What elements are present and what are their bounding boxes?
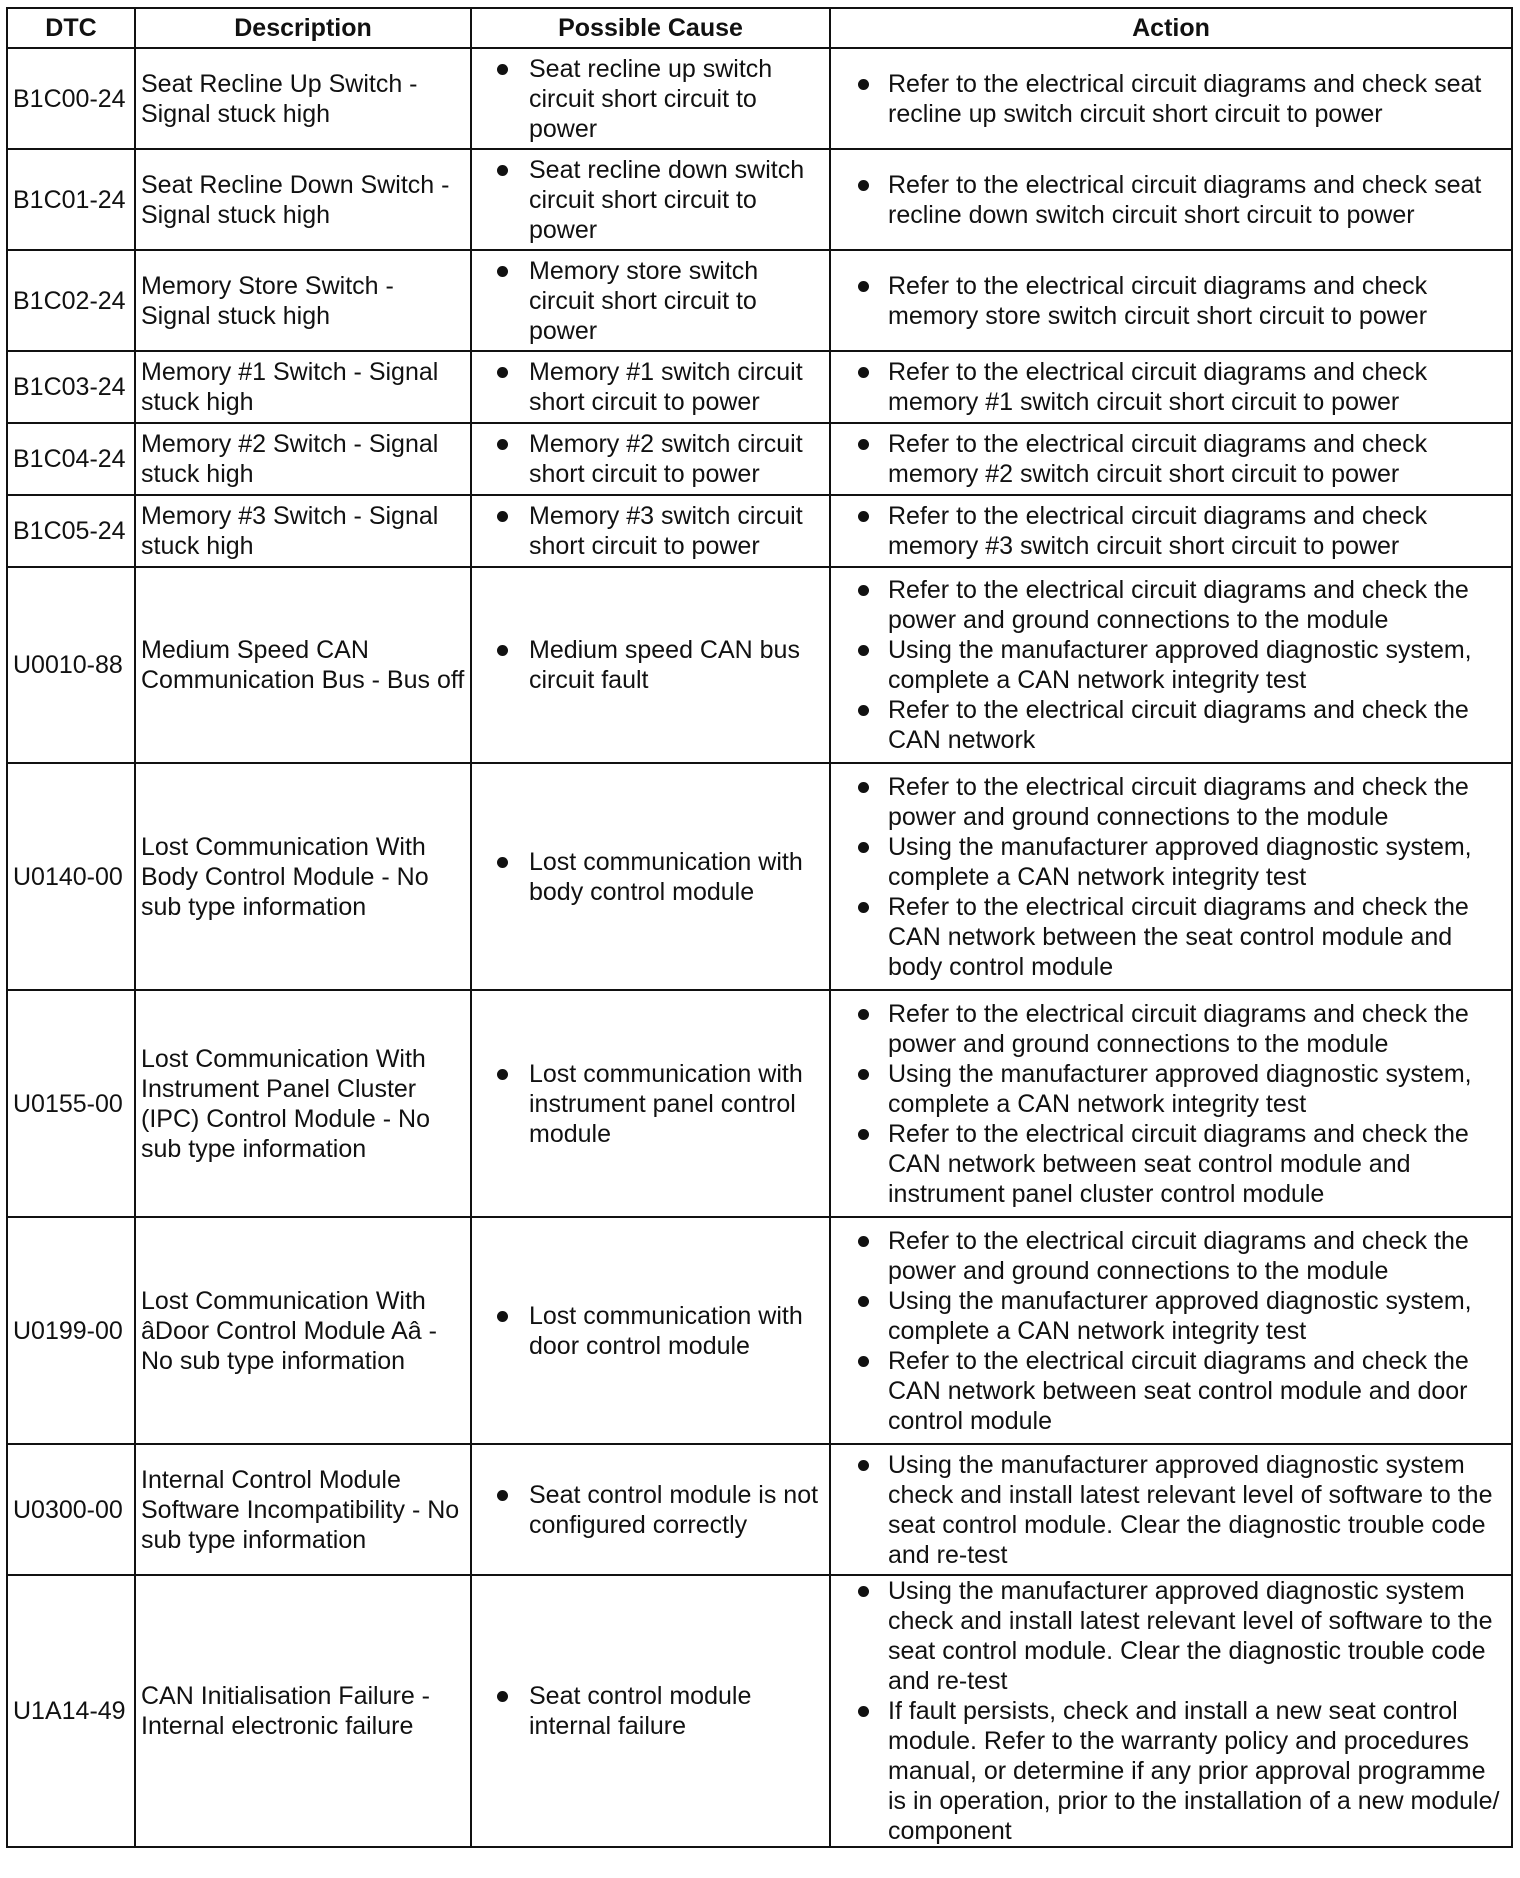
dtc-description: Memory #1 Switch - Signal stuck high [135, 351, 471, 423]
possible-cause-list [477, 1681, 824, 1741]
possible-cause-cell [471, 149, 830, 250]
action-item: Using the manufacturer approved diagnostic system, complete a CAN network integrity test [836, 1059, 1506, 1119]
possible-cause-list [477, 1059, 824, 1149]
possible-cause-item: Seat control module is not configured correctly [477, 1480, 824, 1540]
action-list [836, 575, 1506, 755]
dtc-description: Medium Speed CAN Communication Bus - Bus off [135, 567, 471, 763]
possible-cause-list [477, 501, 824, 561]
action-cell [830, 48, 1512, 149]
header-dtc: DTC [7, 8, 135, 48]
possible-cause-cell [471, 48, 830, 149]
table-row [7, 351, 1512, 423]
possible-cause-list [477, 155, 824, 245]
header-action: Action [830, 8, 1512, 48]
action-item: Refer to the electrical circuit diagrams and check memory store switch circuit short circuit to power [836, 271, 1506, 331]
dtc-code: U0199-00 [7, 1217, 135, 1444]
possible-cause-list [477, 256, 824, 346]
action-item: Refer to the electrical circuit diagrams and check memory #3 switch circuit short circuit to power [836, 501, 1506, 561]
action-list [836, 429, 1506, 489]
action-cell [830, 250, 1512, 351]
action-cell [830, 990, 1512, 1217]
possible-cause-cell [471, 250, 830, 351]
dtc-description: Lost Communication With âDoor Control Module Aâ - No sub type information [135, 1217, 471, 1444]
action-list [836, 772, 1506, 982]
table-row [7, 990, 1512, 1217]
possible-cause-item: Lost communication with instrument panel control module [477, 1059, 824, 1149]
action-item: Refer to the electrical circuit diagrams and check seat recline up switch circuit short circuit to power [836, 69, 1506, 129]
action-item: Using the manufacturer approved diagnostic system, complete a CAN network integrity test [836, 832, 1506, 892]
dtc-code: B1C01-24 [7, 149, 135, 250]
possible-cause-list [477, 1301, 824, 1361]
action-list [836, 271, 1506, 331]
action-item: Using the manufacturer approved diagnostic system check and install latest relevant level of software to the seat control module. Clear the diagnostic trouble code and re-test [836, 1576, 1506, 1696]
action-cell [830, 763, 1512, 990]
possible-cause-cell [471, 990, 830, 1217]
possible-cause-item: Memory #3 switch circuit short circuit to power [477, 501, 824, 561]
dtc-description: Lost Communication With Instrument Panel Cluster (IPC) Control Module - No sub type information [135, 990, 471, 1217]
action-list [836, 501, 1506, 561]
table-row [7, 149, 1512, 250]
action-item: Refer to the electrical circuit diagrams and check the power and ground connections to the module [836, 1226, 1506, 1286]
action-item: Refer to the electrical circuit diagrams and check the CAN network between seat control module and instrument panel cluster control module [836, 1119, 1506, 1209]
possible-cause-cell [471, 495, 830, 567]
action-item: Refer to the electrical circuit diagrams and check the power and ground connections to the module [836, 772, 1506, 832]
possible-cause-item: Lost communication with body control module [477, 847, 824, 907]
dtc-description: Lost Communication With Body Control Module - No sub type information [135, 763, 471, 990]
dtc-code: U0155-00 [7, 990, 135, 1217]
action-item: Refer to the electrical circuit diagrams and check the CAN network between the seat control module and body control module [836, 892, 1506, 982]
dtc-code: B1C05-24 [7, 495, 135, 567]
possible-cause-item: Medium speed CAN bus circuit fault [477, 635, 824, 695]
table-body [7, 48, 1512, 1847]
dtc-description: Seat Recline Up Switch - Signal stuck high [135, 48, 471, 149]
possible-cause-item: Memory #2 switch circuit short circuit to power [477, 429, 824, 489]
dtc-code: U0010-88 [7, 567, 135, 763]
action-cell [830, 1217, 1512, 1444]
action-list [836, 1576, 1506, 1846]
action-list [836, 170, 1506, 230]
action-item: Refer to the electrical circuit diagrams and check seat recline down switch circuit short circuit to power [836, 170, 1506, 230]
action-list [836, 357, 1506, 417]
action-item: Refer to the electrical circuit diagrams and check memory #1 switch circuit short circuit to power [836, 357, 1506, 417]
action-cell [830, 1575, 1512, 1847]
dtc-description: CAN Initialisation Failure - Internal electronic failure [135, 1575, 471, 1847]
possible-cause-item: Seat control module internal failure [477, 1681, 824, 1741]
dtc-code: B1C03-24 [7, 351, 135, 423]
action-item: Refer to the electrical circuit diagrams and check memory #2 switch circuit short circuit to power [836, 429, 1506, 489]
header-description: Description [135, 8, 471, 48]
possible-cause-item: Seat recline up switch circuit short circuit to power [477, 54, 824, 144]
action-item: Using the manufacturer approved diagnostic system check and install latest relevant level of software to the seat control module. Clear the diagnostic trouble code and re-test [836, 1450, 1506, 1570]
table-row [7, 48, 1512, 149]
action-cell [830, 149, 1512, 250]
table-row [7, 1575, 1512, 1847]
dtc-description: Seat Recline Down Switch - Signal stuck high [135, 149, 471, 250]
action-item: Using the manufacturer approved diagnostic system, complete a CAN network integrity test [836, 1286, 1506, 1346]
action-cell [830, 423, 1512, 495]
table-row [7, 1444, 1512, 1575]
possible-cause-list [477, 357, 824, 417]
action-item: Refer to the electrical circuit diagrams and check the power and ground connections to the module [836, 999, 1506, 1059]
dtc-code: B1C00-24 [7, 48, 135, 149]
dtc-code: B1C04-24 [7, 423, 135, 495]
possible-cause-cell [471, 1217, 830, 1444]
action-item: If fault persists, check and install a new seat control module. Refer to the warranty policy and procedures manual, or determine if any prior approval programme is in operation, prior to the installation of a new module/ component [836, 1696, 1506, 1846]
header-possible-cause: Possible Cause [471, 8, 830, 48]
dtc-description: Memory #3 Switch - Signal stuck high [135, 495, 471, 567]
action-item: Refer to the electrical circuit diagrams and check the power and ground connections to the module [836, 575, 1506, 635]
action-cell [830, 351, 1512, 423]
possible-cause-cell [471, 423, 830, 495]
possible-cause-item: Lost communication with door control module [477, 1301, 824, 1361]
table-row [7, 567, 1512, 763]
action-item: Using the manufacturer approved diagnostic system, complete a CAN network integrity test [836, 635, 1506, 695]
table-row [7, 250, 1512, 351]
header-row [7, 8, 1512, 48]
action-item: Refer to the electrical circuit diagrams and check the CAN network between seat control module and door control module [836, 1346, 1506, 1436]
possible-cause-list [477, 1480, 824, 1540]
dtc-code: U1A14-49 [7, 1575, 135, 1847]
action-list [836, 69, 1506, 129]
possible-cause-cell [471, 763, 830, 990]
table-row [7, 423, 1512, 495]
possible-cause-item: Memory store switch circuit short circuit to power [477, 256, 824, 346]
action-list [836, 1450, 1506, 1570]
action-cell [830, 1444, 1512, 1575]
possible-cause-item: Memory #1 switch circuit short circuit to power [477, 357, 824, 417]
dtc-code: B1C02-24 [7, 250, 135, 351]
table-row [7, 763, 1512, 990]
possible-cause-item: Seat recline down switch circuit short circuit to power [477, 155, 824, 245]
action-item: Refer to the electrical circuit diagrams and check the CAN network [836, 695, 1506, 755]
possible-cause-cell [471, 1575, 830, 1847]
possible-cause-list [477, 429, 824, 489]
table-row [7, 495, 1512, 567]
dtc-description: Memory Store Switch - Signal stuck high [135, 250, 471, 351]
dtc-code: U0300-00 [7, 1444, 135, 1575]
action-cell [830, 567, 1512, 763]
action-list [836, 1226, 1506, 1436]
action-list [836, 999, 1506, 1209]
dtc-description: Internal Control Module Software Incompatibility - No sub type information [135, 1444, 471, 1575]
table-row [7, 1217, 1512, 1444]
dtc-table [6, 7, 1513, 1848]
possible-cause-list [477, 635, 824, 695]
possible-cause-list [477, 847, 824, 907]
possible-cause-cell [471, 567, 830, 763]
possible-cause-list [477, 54, 824, 144]
dtc-description: Memory #2 Switch - Signal stuck high [135, 423, 471, 495]
action-cell [830, 495, 1512, 567]
possible-cause-cell [471, 1444, 830, 1575]
possible-cause-cell [471, 351, 830, 423]
dtc-code: U0140-00 [7, 763, 135, 990]
